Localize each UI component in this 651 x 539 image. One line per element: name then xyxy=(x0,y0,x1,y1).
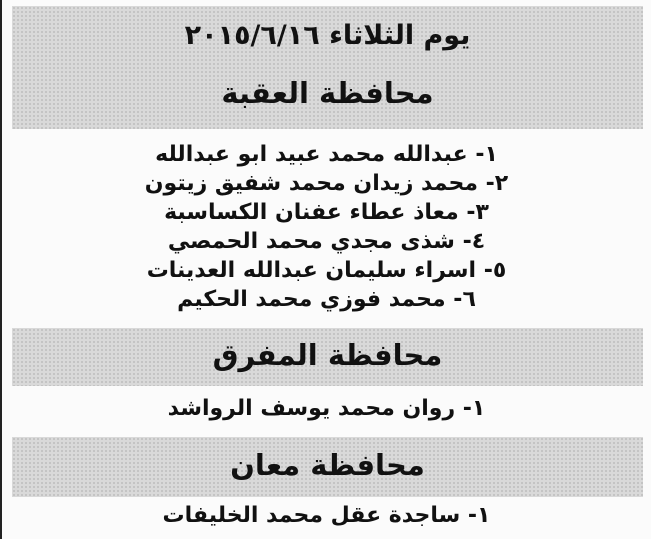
name-list-aqaba xyxy=(62,140,591,314)
name-list-mafraq xyxy=(62,394,591,423)
date-heading: يوم الثلاثاء ٢٠١٥/٦/١٦ xyxy=(184,20,471,51)
header-band xyxy=(12,6,643,129)
governorate-band-maan xyxy=(12,437,643,497)
list-item: ٤- شذى مجدي محمد الحمصي xyxy=(167,229,486,254)
list-item: ٦- محمد فوزي محمد الحكيم xyxy=(177,287,476,312)
list-item: ١- روان محمد يوسف الرواشد xyxy=(167,396,486,421)
list-item: ٣- معاذ عطاء عفنان الكساسبة xyxy=(164,200,489,225)
governorate-band-mafraq xyxy=(12,328,643,386)
list-item: ٢- محمد زيدان محمد شفيق زيتون xyxy=(144,171,509,196)
list-item: ١- ساجدة عقل محمد الخليفات xyxy=(162,503,491,528)
governorate-heading-aqaba: محافظة العقبة xyxy=(221,76,434,110)
governorate-heading-mafraq: محافظة المفرق xyxy=(212,338,443,372)
list-item: ١- عبدالله محمد عبيد ابو عبدالله xyxy=(155,142,498,167)
name-list-maan xyxy=(62,501,591,530)
governorate-heading-maan: محافظة معان xyxy=(230,448,425,482)
list-item: ٥- اسراء سليمان عبدالله العدينات xyxy=(146,258,507,283)
